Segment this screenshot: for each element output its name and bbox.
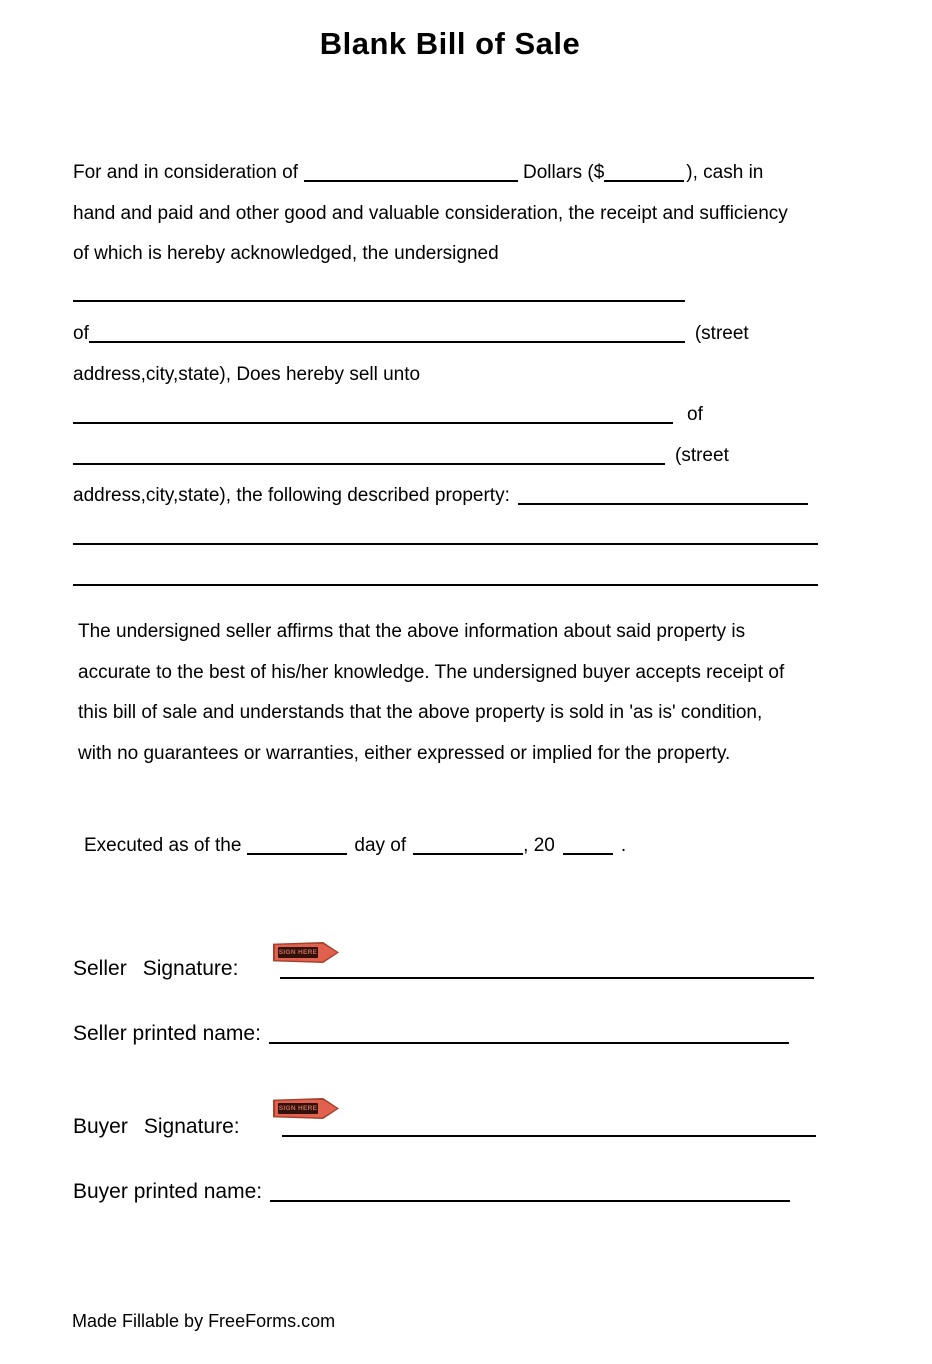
affirmation-line-2 bbox=[78, 653, 784, 693]
buyer-signature-label: Signature: bbox=[143, 1115, 240, 1138]
buyer-printed-name-field[interactable] bbox=[270, 1192, 790, 1202]
execution-month-field[interactable] bbox=[413, 845, 523, 855]
document-title: Blank Bill of Sale bbox=[319, 26, 581, 61]
consideration-amount-number-field[interactable] bbox=[604, 172, 684, 182]
property-intro-line bbox=[73, 476, 808, 516]
consideration-text-2: Dollars ($ bbox=[522, 162, 605, 183]
buyer-signature-field[interactable] bbox=[282, 1127, 816, 1137]
affirmation-line-4 bbox=[78, 734, 730, 774]
buyer-of-suffix: of bbox=[687, 404, 703, 425]
property-description-field[interactable] bbox=[518, 495, 808, 505]
execution-day-field[interactable] bbox=[247, 845, 347, 855]
property-intro-text: address,city,state), the following described property: bbox=[73, 485, 510, 506]
seller-printed-name-label: Seller printed name: bbox=[73, 1022, 261, 1045]
affirmation-line-1 bbox=[78, 612, 745, 652]
seller-signature-field[interactable] bbox=[280, 969, 814, 979]
buyer-address-line bbox=[73, 436, 729, 476]
consideration-text-4: hand and paid and other good and valuable consideration, the receipt and sufficiency bbox=[73, 203, 788, 224]
consideration-line-1 bbox=[73, 153, 763, 193]
sell-unto-line bbox=[73, 355, 420, 395]
execution-text-3: , 20 bbox=[523, 835, 555, 856]
affirmation-text-4: with no guarantees or warranties, either expressed or implied for the property. bbox=[78, 743, 731, 764]
execution-text-2: day of bbox=[354, 835, 407, 856]
property-description-field-3[interactable] bbox=[73, 576, 818, 586]
consideration-text-5: of which is hereby acknowledged, the undersigned bbox=[73, 243, 499, 264]
execution-text-1: Executed as of the bbox=[84, 835, 242, 856]
execution-line bbox=[84, 826, 626, 866]
sell-unto-text: address,city,state), Does hereby sell unto bbox=[73, 364, 421, 385]
seller-name-field[interactable] bbox=[73, 292, 685, 302]
footer-credit: Made Fillable by FreeForms.com bbox=[72, 1311, 336, 1331]
seller-printed-name-line bbox=[73, 1014, 789, 1054]
buyer-street-note: (street bbox=[675, 445, 729, 466]
buyer-printed-name-line bbox=[73, 1172, 790, 1212]
affirmation-line-3 bbox=[78, 693, 762, 733]
seller-of-prefix: of bbox=[73, 323, 89, 344]
property-description-line-2 bbox=[73, 516, 818, 556]
property-description-field-2[interactable] bbox=[73, 535, 818, 545]
buyer-printed-name-label: Buyer printed name: bbox=[73, 1180, 263, 1203]
affirmation-text-2: accurate to the best of his/her knowledge. The undersigned buyer accepts receipt of bbox=[78, 662, 785, 683]
consideration-text-1: For and in consideration of bbox=[73, 162, 298, 183]
seller-address-field[interactable] bbox=[89, 333, 685, 343]
consideration-amount-words-field[interactable] bbox=[304, 172, 518, 182]
execution-year-field[interactable] bbox=[563, 845, 613, 855]
property-description-line-3 bbox=[73, 557, 818, 597]
buyer-signature-line bbox=[73, 1107, 816, 1147]
seller-signature-label: Signature: bbox=[142, 957, 239, 980]
seller-printed-name-field[interactable] bbox=[269, 1034, 789, 1044]
consideration-line-2 bbox=[73, 194, 788, 234]
buyer-role-label: Buyer bbox=[73, 1115, 128, 1138]
execution-text-4: . bbox=[620, 835, 627, 856]
seller-street-note: (street bbox=[694, 323, 749, 344]
sign-here-tag-label: SIGN HERE bbox=[278, 1105, 318, 1112]
affirmation-text-3: this bill of sale and understands that the above property is sold in 'as is' condition, bbox=[78, 702, 763, 723]
seller-address-line bbox=[73, 314, 749, 354]
seller-role-label: Seller bbox=[73, 957, 127, 980]
seller-name-line bbox=[73, 273, 685, 313]
buyer-address-field[interactable] bbox=[73, 455, 665, 465]
consideration-line-3 bbox=[73, 234, 499, 274]
buyer-name-line bbox=[73, 395, 703, 435]
consideration-text-3: ), cash in bbox=[686, 162, 764, 183]
affirmation-text-1: The undersigned seller affirms that the above information about said property is bbox=[78, 621, 746, 642]
sign-here-tag-label: SIGN HERE bbox=[278, 949, 318, 956]
buyer-name-field[interactable] bbox=[73, 414, 673, 424]
seller-signature-line bbox=[73, 949, 814, 989]
